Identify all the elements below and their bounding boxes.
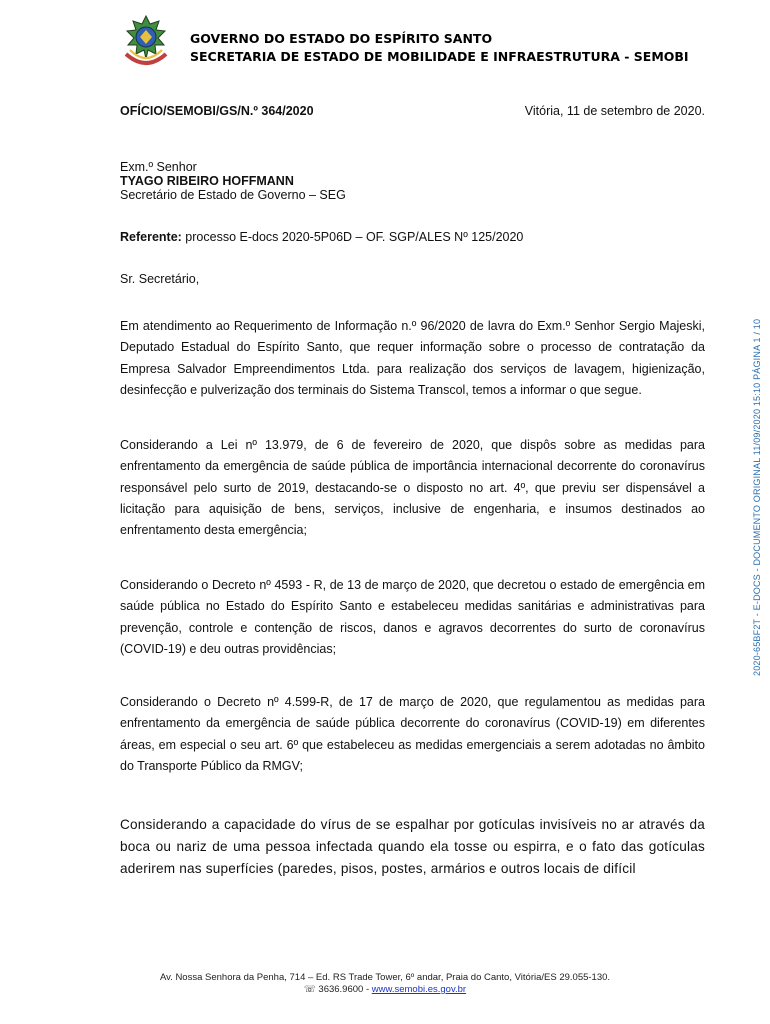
footer-contact [0,984,770,996]
body-paragraph: Considerando a capacidade do vírus de se espalhar por gotículas invisíveis no ar através da boca ou nariz de uma pessoa infectada quando ela tosse ou espirra, e o fato das gotículas aderirem nas superfícies (paredes, pisos, postes, armários e outros locais de difícil [120,817,705,876]
body-paragraph: Em atendimento ao Requerimento de Informação n.º 96/2020 de lavra do Exm.º Senhor Sergio Majeski, Deputado Estadual do Espírito Santo, que requer informação sobre o processo de contratação da Empresa Salvador Empreendimentos Ltda. para realização dos serviços de lavagem, higienização, desinfecção e pulverização dos terminais do Sistema Transcol, temos a informar o que segue. [120,319,705,397]
body-paragraph: Considerando o Decreto nº 4.599-R, de 17 de março de 2020, que regulamentou as medidas para enfrentamento da emergência de saúde pública decorrente do coronavírus (COVID-19) em diferentes áreas, em especial o seu art. 6º que estabeleceu as medidas emergenciais a serem adotadas no âmbito do Transporte Público da RMGV; [120,695,705,773]
footer [0,972,770,996]
letter-date: Vitória, 11 de setembro de 2020. [524,104,705,118]
footer-phone: 3636.9600 - [318,984,372,995]
recipient-block [120,160,346,202]
body-paragraph: Considerando a Lei nº 13.979, de 6 de fevereiro de 2020, que dispôs sobre as medidas para enfrentamento da emergência de saúde pública de importância internacional decorrente do coronavírus responsável pelo surto de 2019, destacando-se o disposto no art. 4º, que previu ser dispensável a licitação para aquisição de bens, serviços, inclusive de engenharia, e insumos destinados ao enfrentamento desta emergência; [120,438,705,538]
oficio-number: OFÍCIO/SEMOBI/GS/N.º 364/2020 [120,104,314,118]
reference-text: processo E-docs 2020-5P06D – OF. SGP/ALES Nº 125/2020 [181,230,524,244]
recipient-title: Secretário de Estado de Governo – SEG [120,188,346,202]
phone-icon: ☏ [303,984,316,995]
reference-label: Referente: [120,230,182,244]
recipient-salutation: Exm.º Senhor [120,160,197,174]
coat-of-arms-icon [120,14,172,74]
reference-line [120,230,523,244]
footer-address: Av. Nossa Senhora da Penha, 714 – Ed. RS Trade Tower, 6º andar, Praia do Canto, Vitória/ES 29.055-130. [159,972,611,983]
government-name: GOVERNO DO ESTADO DO ESPÍRITO SANTO [190,31,493,46]
body-paragraph: Considerando o Decreto nº 4593 - R, de 13 de março de 2020, que decretou o estado de emergência em saúde pública no Estado do Espírito Santo e estabeleceu medidas sanitárias e administrativas para prevenção, controle e contenção de riscos, danos e agravos decorrentes do surto de coronavírus (COVID-19) e deu outras providências; [120,578,705,656]
edocs-stamp: 2020-65BF2T - E-DOCS - DOCUMENTO ORIGINAL 11/09/2020 15:10 PÁGINA 1 / 10 [752,318,762,676]
secretariat-name: SECRETARIA DE ESTADO DE MOBILIDADE E INFRAESTRUTURA - SEMOBI [190,49,689,64]
recipient-name: TYAGO RIBEIRO HOFFMANN [120,174,294,188]
website-link[interactable]: www.semobi.es.gov.br [371,984,467,995]
letterhead [190,30,689,66]
greeting: Sr. Secretário, [120,272,200,286]
